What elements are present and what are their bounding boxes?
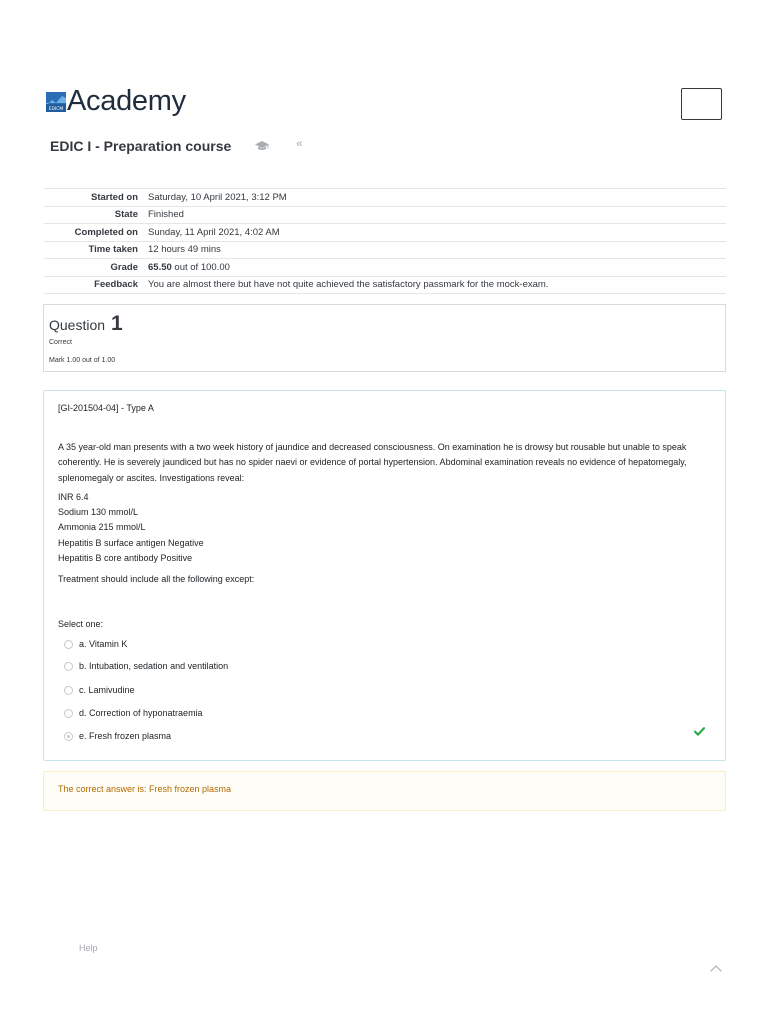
answer-label: a. Vitamin K	[79, 639, 128, 649]
radio-button[interactable]	[64, 686, 73, 695]
table-row	[44, 259, 726, 277]
question-code: [GI-201504-04] - Type A	[58, 403, 154, 413]
question-stem: A 35 year-old man presents with a two week history of jaundice and decreased consciousness. On examination he is drowsy but rousable but unable to speak coherently. He is severely jaundiced but has no spider naevi or evidence of portal hypertension. Abdominal examination reveals no evidence of hepatomegaly, splenomegaly or ascites. Investigations reveal:	[58, 442, 687, 483]
summary-value: Saturday, 10 April 2021, 3:12 PM	[142, 189, 726, 207]
answer-label: c. Lamivudine	[79, 685, 135, 695]
question-state: Correct	[49, 339, 72, 346]
summary-grade-value	[142, 259, 726, 277]
answer-option[interactable]	[64, 683, 135, 697]
table-row	[44, 276, 726, 294]
summary-value: 12 hours 49 mins	[142, 241, 726, 259]
table-row	[44, 224, 726, 242]
collapse-icon[interactable]: «	[296, 138, 303, 150]
grade-total: out of 100.00	[171, 261, 230, 273]
grade-score: 65.50	[148, 261, 172, 273]
check-icon	[694, 727, 705, 736]
summary-label: Feedback	[44, 276, 142, 294]
radio-button-selected[interactable]	[64, 732, 73, 741]
table-row	[44, 206, 726, 224]
answer-option-selected[interactable]	[64, 729, 171, 743]
table-row	[44, 241, 726, 259]
select-one-label: Select one:	[58, 619, 104, 629]
logo-text: EDICM	[48, 107, 64, 112]
summary-label: Started on	[44, 189, 142, 207]
radio-button[interactable]	[64, 662, 73, 671]
brand[interactable]	[46, 84, 186, 118]
answer-label: b. Intubation, sedation and ventilation	[79, 661, 229, 671]
graduation-cap-icon	[255, 140, 269, 152]
question-info	[43, 304, 726, 372]
question-prompt: Treatment should include all the following except:	[58, 574, 255, 584]
table-row	[44, 189, 726, 207]
correct-answer-feedback	[43, 771, 726, 811]
summary-label: Grade	[44, 259, 142, 277]
question-label: Question	[49, 317, 106, 333]
summary-value: Finished	[142, 206, 726, 224]
question-number	[49, 312, 123, 336]
summary-label: State	[44, 206, 142, 224]
help-link[interactable]: Help	[79, 943, 98, 953]
investigation-item: Hepatitis B core antibody Positive	[58, 553, 193, 563]
summary-label: Time taken	[44, 241, 142, 259]
summary-value: Sunday, 11 April 2021, 4:02 AM	[142, 224, 726, 242]
edic-logo-icon	[46, 92, 66, 112]
answer-option[interactable]	[64, 637, 127, 651]
investigation-item: Hepatitis B surface antigen Negative	[58, 538, 204, 548]
summary-value: You are almost there but have not quite achieved the satisfactory passmark for the mock-exam.	[142, 276, 726, 294]
attempt-summary-table	[44, 188, 726, 294]
course-header	[50, 138, 302, 154]
answer-option[interactable]	[64, 706, 203, 720]
investigation-item: Sodium 130 mmol/L	[58, 507, 139, 517]
investigation-item: INR 6.4	[58, 492, 89, 502]
summary-label: Completed on	[44, 224, 142, 242]
question-number-value: 1	[110, 312, 123, 335]
course-title[interactable]: EDIC I - Preparation course	[50, 138, 232, 154]
question-content	[43, 390, 726, 761]
brand-name: Academy	[67, 85, 186, 117]
correct-answer-text: The correct answer is: Fresh frozen plasma	[58, 784, 232, 794]
radio-button[interactable]	[64, 709, 73, 718]
investigation-item: Ammonia 215 mmol/L	[58, 522, 146, 532]
answer-label: e. Fresh frozen plasma	[79, 731, 172, 741]
answer-label: d. Correction of hyponatraemia	[79, 708, 203, 718]
radio-button[interactable]	[64, 640, 73, 649]
chevron-up-icon[interactable]	[710, 964, 722, 972]
menu-icon[interactable]	[681, 88, 722, 120]
question-grade: Mark 1.00 out of 1.00	[49, 357, 116, 364]
answer-option[interactable]	[64, 659, 228, 673]
